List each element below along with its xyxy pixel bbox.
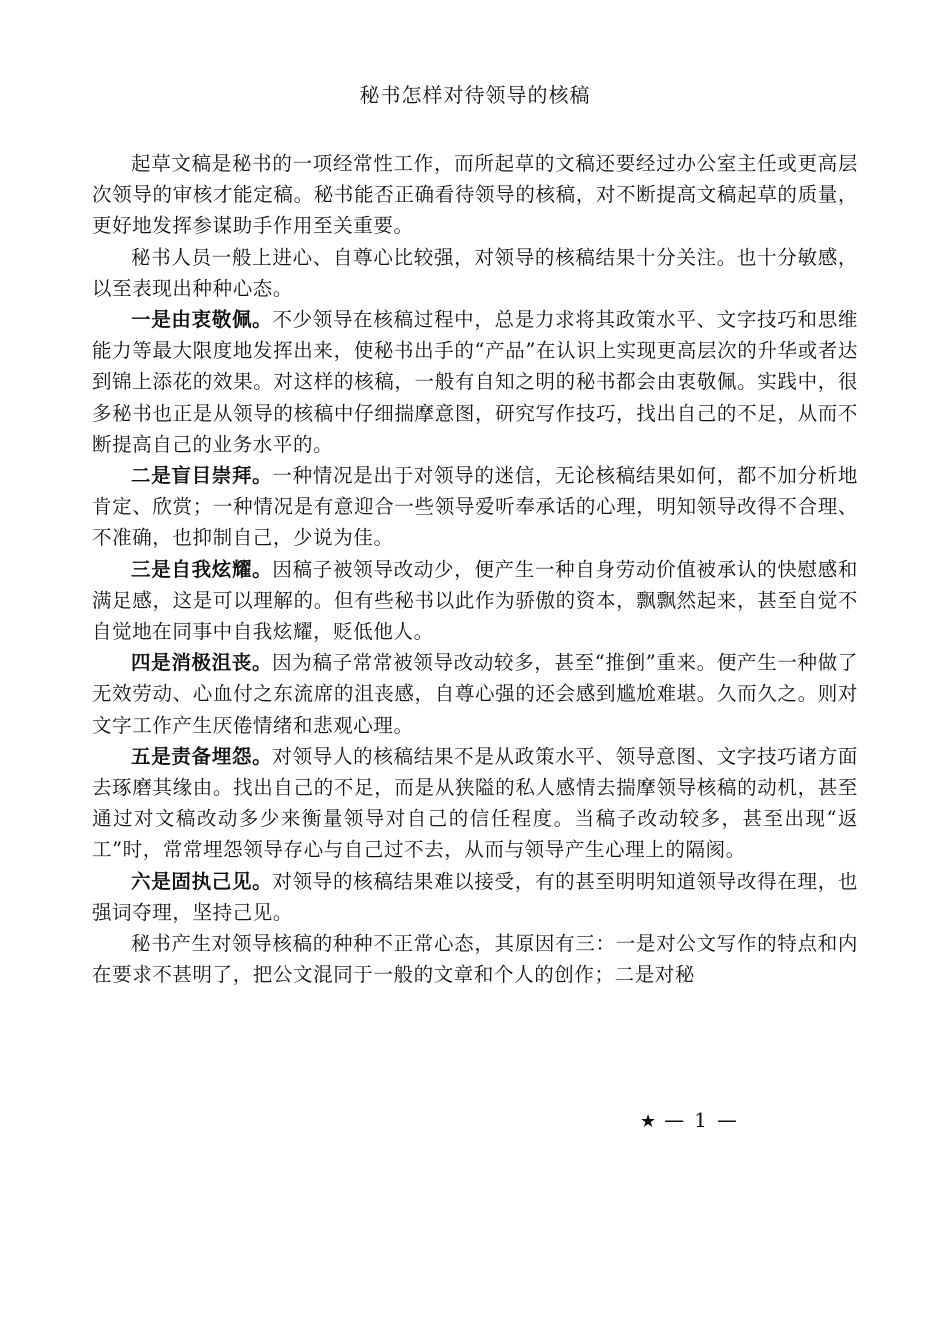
paragraph-lead: 四是消极沮丧。 bbox=[131, 651, 273, 675]
paragraph-text: 秘书产生对领导核稿的种种不正常心态，其原因有三：一是对公文写作的特点和内在要求不甚明了，把公文混同于一般的文章和个人的创作；二是对秘 bbox=[92, 932, 858, 987]
paragraph-3 bbox=[92, 304, 858, 460]
page-title: 秘书怎样对待领导的核稿 bbox=[359, 83, 591, 107]
paragraph-text: 对领导人的核稿结果不是从政策水平、领导意图、文字技巧诸方面去琢磨其缘由。找出自己的不足，而是从狭隘的私人感情去揣摩领导核稿的动机，甚至通过对文稿改动多少来衡量领导对自己的信任程度。当稿子改动较多，甚至出现“返工”时，常常埋怨领导存心与自己过不去，从而与领导产生心理上的隔阂。 bbox=[92, 744, 859, 862]
star-icon: ★ bbox=[640, 1111, 657, 1132]
paragraph-text: 不少领导在核稿过程中，总是力求将其政策水平、文字技巧和思维能力等最大限度地发挥出来，使秘书出手的“产品”在认识上实现更高层次的升华或者达到锦上添花的效果。对这样的核稿，一般有自知之明的秘书都会由衷敬佩。实践中，很多秘书也正是从领导的核稿中仔细揣摩意图，研究写作技巧，找出自己的不足，从而不断提高自己的业务水平的。 bbox=[92, 308, 859, 456]
paragraph-text: 因稿子被领导改动少，便产生一种自身劳动价值被承认的快慰感和满足感，这是可以理解的。但有些秘书以此作为骄傲的资本，飘飘然起来，甚至自觉不自觉地在同事中自我炫耀，贬低他人。 bbox=[92, 557, 859, 644]
paragraph-text: 起草文稿是秘书的一项经常性工作，而所起草的文稿还要经过办公室主任或更高层次领导的审核才能定稿。秘书能否正确看待领导的核稿，对不断提高文稿起草的质量，更好地发挥参谋助手作用至关重要。 bbox=[92, 152, 858, 238]
paragraph-5 bbox=[92, 554, 858, 648]
paragraph-2 bbox=[92, 242, 858, 304]
paragraph-text: 秘书人员一般上进心、自尊心比较强，对领导的核稿结果十分关注。也十分敏感，以至表现出种种心态。 bbox=[92, 245, 858, 300]
paragraph-lead: 六是固执己见。 bbox=[131, 869, 273, 893]
paragraph-1 bbox=[92, 148, 858, 242]
paragraph-text: 对领导的核稿结果难以接受，有的甚至明明知道领导改得在理，也强词夺理，坚持己见。 bbox=[92, 869, 859, 924]
body-text bbox=[92, 148, 858, 990]
paragraph-6 bbox=[92, 647, 858, 741]
paragraph-lead: 一是由衷敬佩。 bbox=[131, 308, 273, 332]
paragraph-lead: 三是自我炫耀。 bbox=[131, 557, 273, 581]
paragraph-lead: 二是盲目崇拜。 bbox=[131, 464, 273, 488]
footer-dash-left: — bbox=[664, 1108, 685, 1132]
paragraph-lead: 五是责备埋怨。 bbox=[131, 744, 273, 768]
paragraph-8 bbox=[92, 866, 858, 928]
paragraph-text: 一种情况是出于对领导的迷信，无论核稿结果如何，都不加分析地肯定、欣赏；一种情况是有意迎合一些领导爱听奉承话的心理，明知领导改得不合理、不准确，也抑制自己，少说为佳。 bbox=[92, 464, 859, 550]
footer-dash-right: — bbox=[716, 1108, 737, 1132]
paragraph-4 bbox=[92, 460, 858, 554]
paragraph-9 bbox=[92, 928, 858, 990]
page-number: 1 bbox=[694, 1108, 707, 1132]
page-footer bbox=[640, 1106, 780, 1136]
paragraph-text: 因为稿子常常被领导改动较多，甚至“推倒”重来。便产生一种做了无效劳动、心血付之东流席的沮丧感，自尊心强的还会感到尴尬难堪。久而久之。则对文字工作产生厌倦情绪和悲观心理。 bbox=[92, 651, 858, 737]
paragraph-7 bbox=[92, 741, 858, 866]
